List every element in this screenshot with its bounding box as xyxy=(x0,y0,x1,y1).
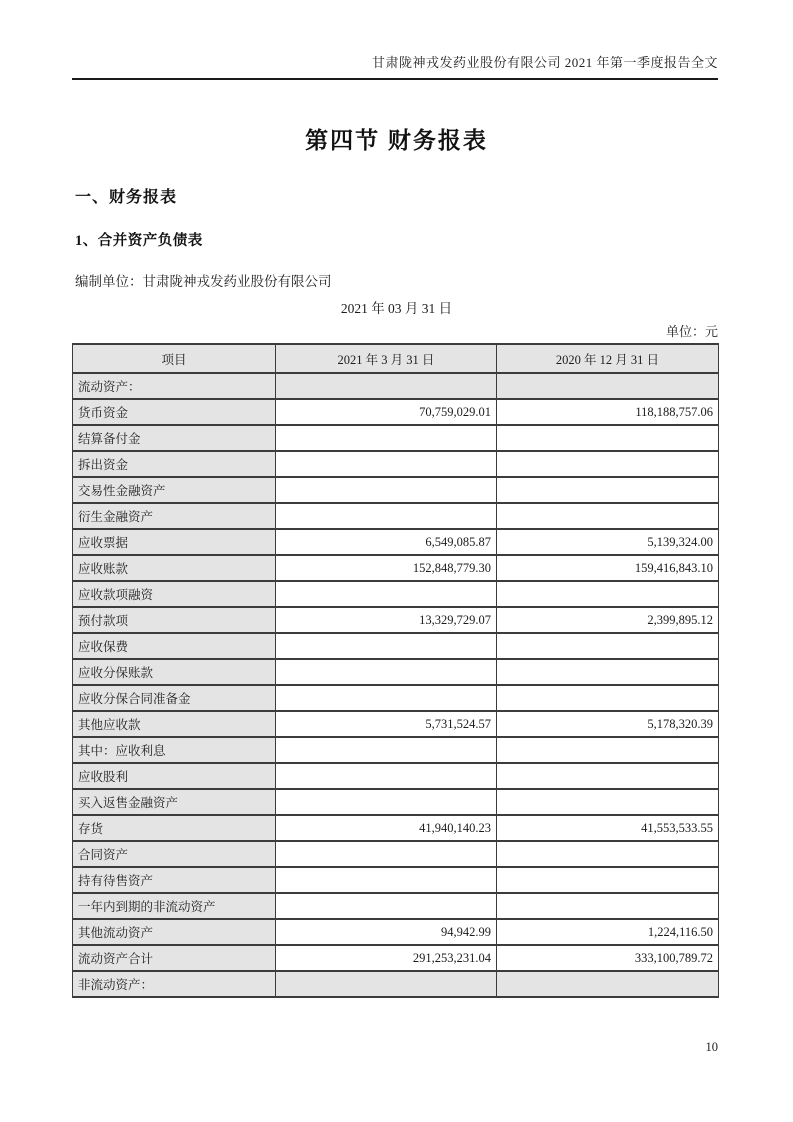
row-value xyxy=(497,789,719,815)
row-value xyxy=(497,633,719,659)
row-label: 拆出资金 xyxy=(73,451,276,477)
table-row xyxy=(73,763,719,789)
row-value xyxy=(497,373,719,399)
table-row xyxy=(73,711,719,737)
column-header-current-period: 2021 年 3 月 31 日 xyxy=(276,344,497,373)
table-row xyxy=(73,737,719,763)
row-value: 152,848,779.30 xyxy=(276,555,497,581)
row-value: 5,178,320.39 xyxy=(497,711,719,737)
column-header-item: 项目 xyxy=(73,344,276,373)
row-value: 159,416,843.10 xyxy=(497,555,719,581)
table-row xyxy=(73,815,719,841)
section-heading-financial-statements: 一、财务报表 xyxy=(75,189,178,206)
row-value: 13,329,729.07 xyxy=(276,607,497,633)
row-label: 买入返售金融资产 xyxy=(73,789,276,815)
row-value: 41,553,533.55 xyxy=(497,815,719,841)
prepared-by-line: 编制单位：甘肃陇神戎发药业股份有限公司 xyxy=(75,274,332,289)
balance-sheet-body xyxy=(73,373,719,997)
table-row xyxy=(73,789,719,815)
row-value: 333,100,789.72 xyxy=(497,945,719,971)
row-label: 其他流动资产 xyxy=(73,919,276,945)
row-label: 其他应收款 xyxy=(73,711,276,737)
balance-sheet-table xyxy=(72,343,719,998)
row-label: 应收分保合同准备金 xyxy=(73,685,276,711)
row-value xyxy=(497,867,719,893)
table-row xyxy=(73,425,719,451)
row-value xyxy=(497,763,719,789)
table-row xyxy=(73,945,719,971)
row-value: 2,399,895.12 xyxy=(497,607,719,633)
table-row xyxy=(73,659,719,685)
row-value xyxy=(276,893,497,919)
row-value xyxy=(276,425,497,451)
row-value xyxy=(276,763,497,789)
table-row xyxy=(73,841,719,867)
row-value xyxy=(497,503,719,529)
row-label: 应收保费 xyxy=(73,633,276,659)
row-value: 5,139,324.00 xyxy=(497,529,719,555)
row-label: 其中：应收利息 xyxy=(73,737,276,763)
table-row xyxy=(73,503,719,529)
row-label: 流动资产： xyxy=(73,373,276,399)
row-label: 应收款项融资 xyxy=(73,581,276,607)
row-value xyxy=(276,477,497,503)
row-value xyxy=(497,893,719,919)
table-row xyxy=(73,919,719,945)
row-value xyxy=(276,581,497,607)
page-title: 第四节 财务报表 xyxy=(305,128,488,153)
row-label: 非流动资产： xyxy=(73,971,276,997)
row-label: 合同资产 xyxy=(73,841,276,867)
table-row xyxy=(73,399,719,425)
row-value xyxy=(276,685,497,711)
row-label: 流动资产合计 xyxy=(73,945,276,971)
table-row xyxy=(73,477,719,503)
row-value xyxy=(497,659,719,685)
table-row xyxy=(73,971,719,997)
row-value xyxy=(276,373,497,399)
table-row xyxy=(73,633,719,659)
table-row xyxy=(73,893,719,919)
row-value xyxy=(497,425,719,451)
row-value: 291,253,231.04 xyxy=(276,945,497,971)
table-header-row xyxy=(73,344,719,373)
table-row xyxy=(73,373,719,399)
row-value xyxy=(276,503,497,529)
table-row xyxy=(73,555,719,581)
row-label: 应收分保账款 xyxy=(73,659,276,685)
row-label: 应收股利 xyxy=(73,763,276,789)
column-header-prior-period: 2020 年 12 月 31 日 xyxy=(497,344,719,373)
table-row xyxy=(73,685,719,711)
page-number: 10 xyxy=(705,1040,718,1054)
row-label: 货币资金 xyxy=(73,399,276,425)
row-label: 存货 xyxy=(73,815,276,841)
row-label: 衍生金融资产 xyxy=(73,503,276,529)
row-value xyxy=(276,841,497,867)
row-label: 交易性金融资产 xyxy=(73,477,276,503)
row-value: 118,188,757.06 xyxy=(497,399,719,425)
table-row xyxy=(73,529,719,555)
row-value: 94,942.99 xyxy=(276,919,497,945)
row-label: 应收票据 xyxy=(73,529,276,555)
table-row xyxy=(73,581,719,607)
row-label: 一年内到期的非流动资产 xyxy=(73,893,276,919)
row-label: 结算备付金 xyxy=(73,425,276,451)
unit-label: 单位：元 xyxy=(665,324,718,339)
row-value xyxy=(276,633,497,659)
row-value: 6,549,085.87 xyxy=(276,529,497,555)
row-label: 应收账款 xyxy=(73,555,276,581)
row-value xyxy=(276,451,497,477)
table-row xyxy=(73,607,719,633)
row-value: 41,940,140.23 xyxy=(276,815,497,841)
row-value xyxy=(497,841,719,867)
subsection-heading-consolidated-balance-sheet: 1、合并资产负债表 xyxy=(75,233,203,249)
row-value xyxy=(276,737,497,763)
row-value xyxy=(276,971,497,997)
row-value: 70,759,029.01 xyxy=(276,399,497,425)
table-row xyxy=(73,451,719,477)
row-value xyxy=(276,659,497,685)
row-value xyxy=(497,581,719,607)
row-value xyxy=(276,867,497,893)
row-label: 预付款项 xyxy=(73,607,276,633)
row-value xyxy=(497,737,719,763)
row-value: 5,731,524.57 xyxy=(276,711,497,737)
statement-date: 2021 年 03 月 31 日 xyxy=(340,301,453,316)
row-value xyxy=(497,685,719,711)
row-value xyxy=(497,451,719,477)
row-value: 1,224,116.50 xyxy=(497,919,719,945)
row-value xyxy=(497,971,719,997)
table-row xyxy=(73,867,719,893)
row-label: 持有待售资产 xyxy=(73,867,276,893)
row-value xyxy=(276,789,497,815)
document-header: 甘肃陇神戎发药业股份有限公司 2021 年第一季度报告全文 xyxy=(72,52,718,80)
row-value xyxy=(497,477,719,503)
